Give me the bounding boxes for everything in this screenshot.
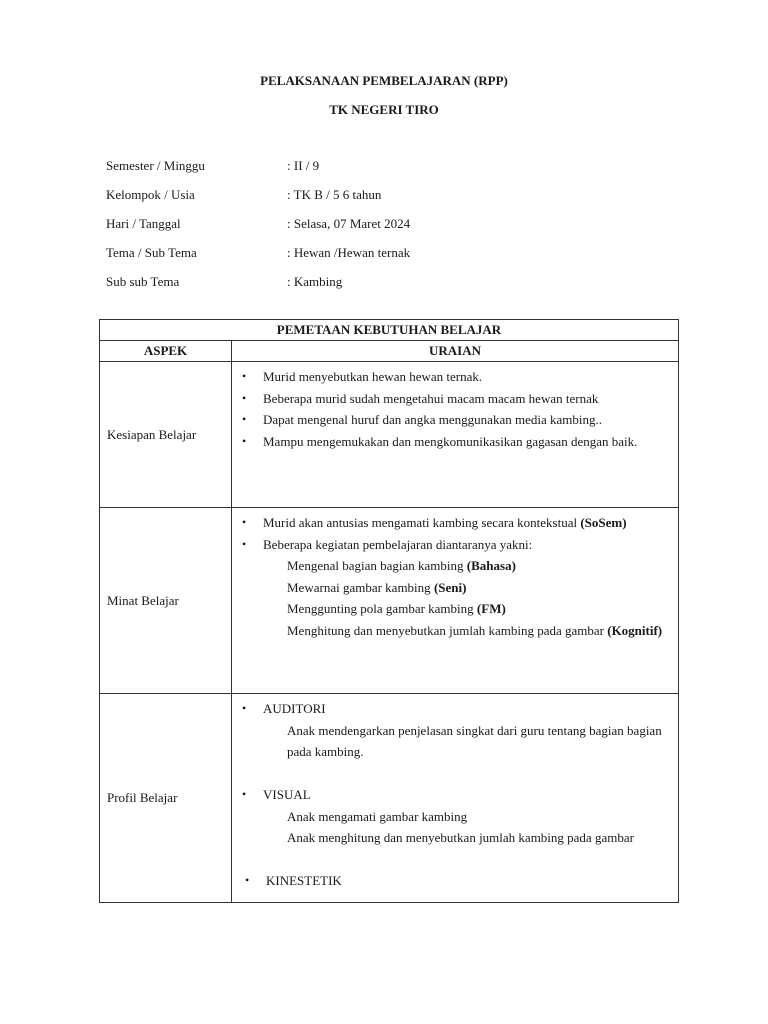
- item-tag: (FM): [476, 601, 506, 616]
- item-tag: (Kognitif): [607, 622, 663, 638]
- list-item: • Beberapa murid sudah mengetahui macam macam hewan ternak: [263, 388, 664, 410]
- uraian-cell: [232, 508, 679, 694]
- sub-item: [263, 598, 664, 620]
- table-row-profil: [100, 694, 679, 903]
- document-title: PELAKSANAAN PEMBELAJARAN (RPP): [260, 73, 508, 88]
- table-row-kesiapan: [100, 362, 679, 508]
- school-name: TK NEGERI TIRO: [329, 102, 439, 117]
- info-label: Hari / Tanggal: [106, 216, 181, 231]
- info-value: : Kambing: [287, 274, 343, 289]
- aspek-cell: Profil Belajar: [100, 694, 232, 903]
- uraian-cell: [232, 694, 679, 903]
- info-value: : Selasa, 07 Maret 2024: [287, 216, 411, 231]
- info-label: Kelompok / Usia: [106, 187, 195, 202]
- sub-item: [263, 577, 664, 599]
- list-item: • Mampu mengemukakan dan mengkomunikasikan gagasan dengan baik.: [263, 431, 664, 453]
- learning-needs-table: [99, 319, 679, 903]
- item-text: Menghitung dan menyebutkan jumlah kambing pada gambar: [287, 622, 608, 638]
- item-text: Mengenal bagian bagian kambing: [287, 558, 467, 573]
- aspek-cell: Kesiapan Belajar: [100, 362, 232, 508]
- list-item: • Murid menyebutkan hewan hewan ternak.: [263, 366, 664, 388]
- sub-item: Anak mendengarkan penjelasan singkat dari guru tentang bagian bagian pada kambing.: [287, 722, 662, 759]
- item-tag: (Bahasa): [466, 558, 516, 573]
- list-item: • KINESTETIK: [266, 870, 664, 892]
- list-item: • VISUAL: [263, 784, 664, 806]
- info-label: Tema / Sub Tema: [106, 245, 197, 260]
- sub-item: [263, 620, 664, 642]
- sub-item: [263, 555, 664, 577]
- table-header-row: [100, 341, 679, 362]
- item-text: Menggunting pola gambar kambing: [287, 601, 477, 616]
- list-item: • Dapat mengenal huruf dan angka menggunakan media kambing..: [263, 409, 664, 431]
- info-value: : TK B / 5 6 tahun: [287, 187, 382, 202]
- aspek-cell: Minat Belajar: [100, 508, 232, 694]
- info-value: : II / 9: [287, 158, 320, 173]
- list-item: [263, 512, 664, 534]
- column-header-aspek: ASPEK: [100, 341, 232, 362]
- item-tag: (SoSem): [580, 515, 627, 530]
- list-item: • AUDITORI: [263, 698, 664, 720]
- table-row-minat: [100, 508, 679, 694]
- item-text: Mewarnai gambar kambing: [287, 579, 434, 595]
- table-title: PEMETAAN KEBUTUHAN BELAJAR: [100, 320, 679, 341]
- sub-item: Anak menghitung dan menyebutkan jumlah kambing pada gambar: [287, 830, 634, 845]
- item-text: Murid akan antusias mengamati kambing secara kontekstual: [263, 515, 578, 530]
- sub-item: Anak mengamati gambar kambing: [287, 808, 468, 824]
- item-tag: (Seni): [433, 579, 467, 595]
- uraian-cell: [232, 362, 679, 508]
- info-label: Semester / Minggu: [106, 158, 205, 173]
- info-label: Sub sub Tema: [106, 274, 180, 289]
- table-title-row: [100, 320, 679, 341]
- list-item: • Beberapa kegiatan pembelajaran diantaranya yakni:: [263, 534, 664, 556]
- info-value: : Hewan /Hewan ternak: [287, 245, 411, 260]
- column-header-uraian: URAIAN: [232, 341, 679, 362]
